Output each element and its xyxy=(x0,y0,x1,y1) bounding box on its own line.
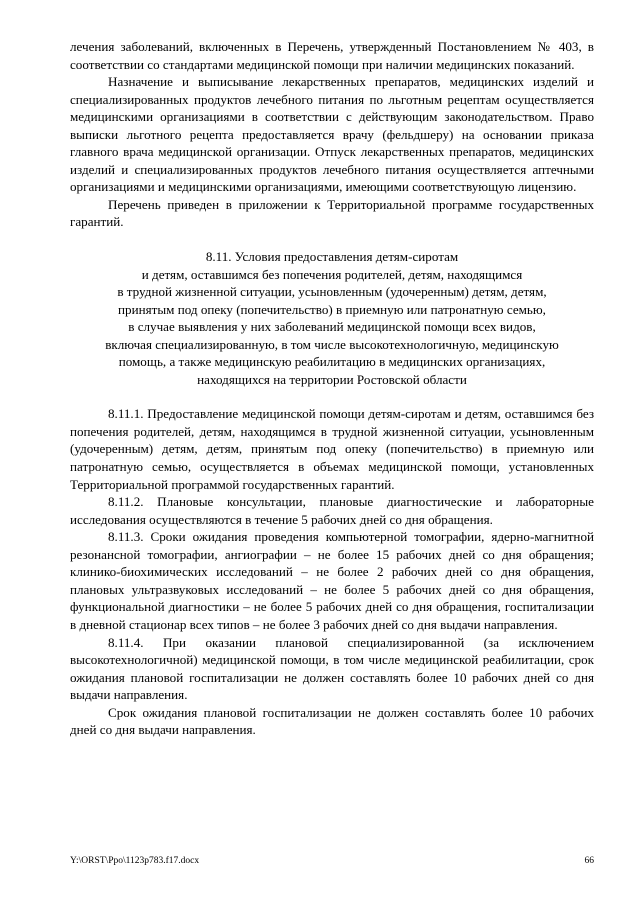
footer-file-path: Y:\ORST\Ppo\1123p783.f17.docx xyxy=(70,856,200,866)
heading-line: и детям, оставшимся без попечения родителей, детям, находящимся xyxy=(141,266,523,282)
page-number: 66 xyxy=(584,856,594,866)
heading-line: 8.11. Условия предоставления детям-сиротам xyxy=(205,249,459,265)
paragraph-8-11-3: 8.11.3. Сроки ожидания проведения компьютерной томографии, ядерно-магнитной резонансной томографии, ангиографии – не более 15 рабочих дней со дня обращения; клинико-биохимических исследований – не более 2 рабочих дней со дня обращения, плановых ультразвуковых исследований – не более 5 рабочих дней со дня обращения, функциональной диагностики – не более 5 рабочих дней со дня обращения, госпитализации в дневной стационар всех типов – не более 3 рабочих дней со дня выдачи направления. xyxy=(70,529,594,632)
document-page xyxy=(70,38,594,739)
paragraph-waiting-time: Срок ожидания плановой госпитализации не должен составлять более 10 рабочих дней со дня выдачи направления. xyxy=(70,704,594,738)
heading-line: принятым под опеку (попечительство) в приемную или патронатную семью, xyxy=(118,301,546,317)
heading-line: помощь, а также медицинскую реабилитацию в медицинских организациях, xyxy=(118,354,546,370)
paragraph-list-reference: Перечень приведен в приложении к Территориальной программе государственных гарантий. xyxy=(70,196,594,230)
paragraph-prescriptions: Назначение и выписывание лекарственных препаратов, медицинских изделий и специализированных продуктов лечебного питания по льготным рецептам осуществляется медицинскими организациями в соответствии с действующим законодательством. Право выписки льготного рецепта предоставляется врачу (фельдшеру) на основании приказа главного врача медицинской организации. Отпуск лекарственных препаратов, медицинских изделий и специализированных продуктов лечебного питания осуществляется аптечными организациями и медицинскими организациями, имеющими соответствующую лицензию. xyxy=(70,74,594,195)
paragraph-8-11-4: 8.11.4. При оказании плановой специализированной (за исключением высокотехнологичной) медицинской помощи, в том числе медицинской реабилитации, срок ожидания плановой госпитализации не должен составлять более 10 рабочих дней со дня выдачи направления. xyxy=(70,634,594,703)
heading-line: в трудной жизненной ситуации, усыновленным (удочеренным) детям, детям, xyxy=(117,284,547,300)
paragraph-continuation: лечения заболеваний, включенных в Перечень, утвержденный Постановлением № 403, в соответствии со стандартами медицинской помощи при наличии медицинских показаний. xyxy=(70,39,594,72)
heading-line: в случае выявления у них заболеваний медицинской помощи всех видов, xyxy=(128,319,536,335)
heading-line: находящихся на территории Ростовской области xyxy=(197,371,467,387)
paragraph-8-11-2: 8.11.2. Плановые консультации, плановые диагностические и лабораторные исследования осуществляются в течение 5 рабочих дней со дня обращения. xyxy=(70,494,594,527)
heading-line: включая специализированную, в том числе высокотехнологичную, медицинскую xyxy=(105,336,559,352)
paragraph-8-11-1: 8.11.1. Предоставление медицинской помощи детям-сиротам и детям, оставшимся без попечения родителей, детям, находящимся в трудной жизненной ситуации, усыновленным (удочеренным) детям, детям, принятым под опеку (попечительство) в приемную или патронатную семью, осуществляется в объемах медицинской помощи, установленных Территориальной программой государственных гарантий. xyxy=(70,406,594,492)
section-heading xyxy=(70,248,594,388)
